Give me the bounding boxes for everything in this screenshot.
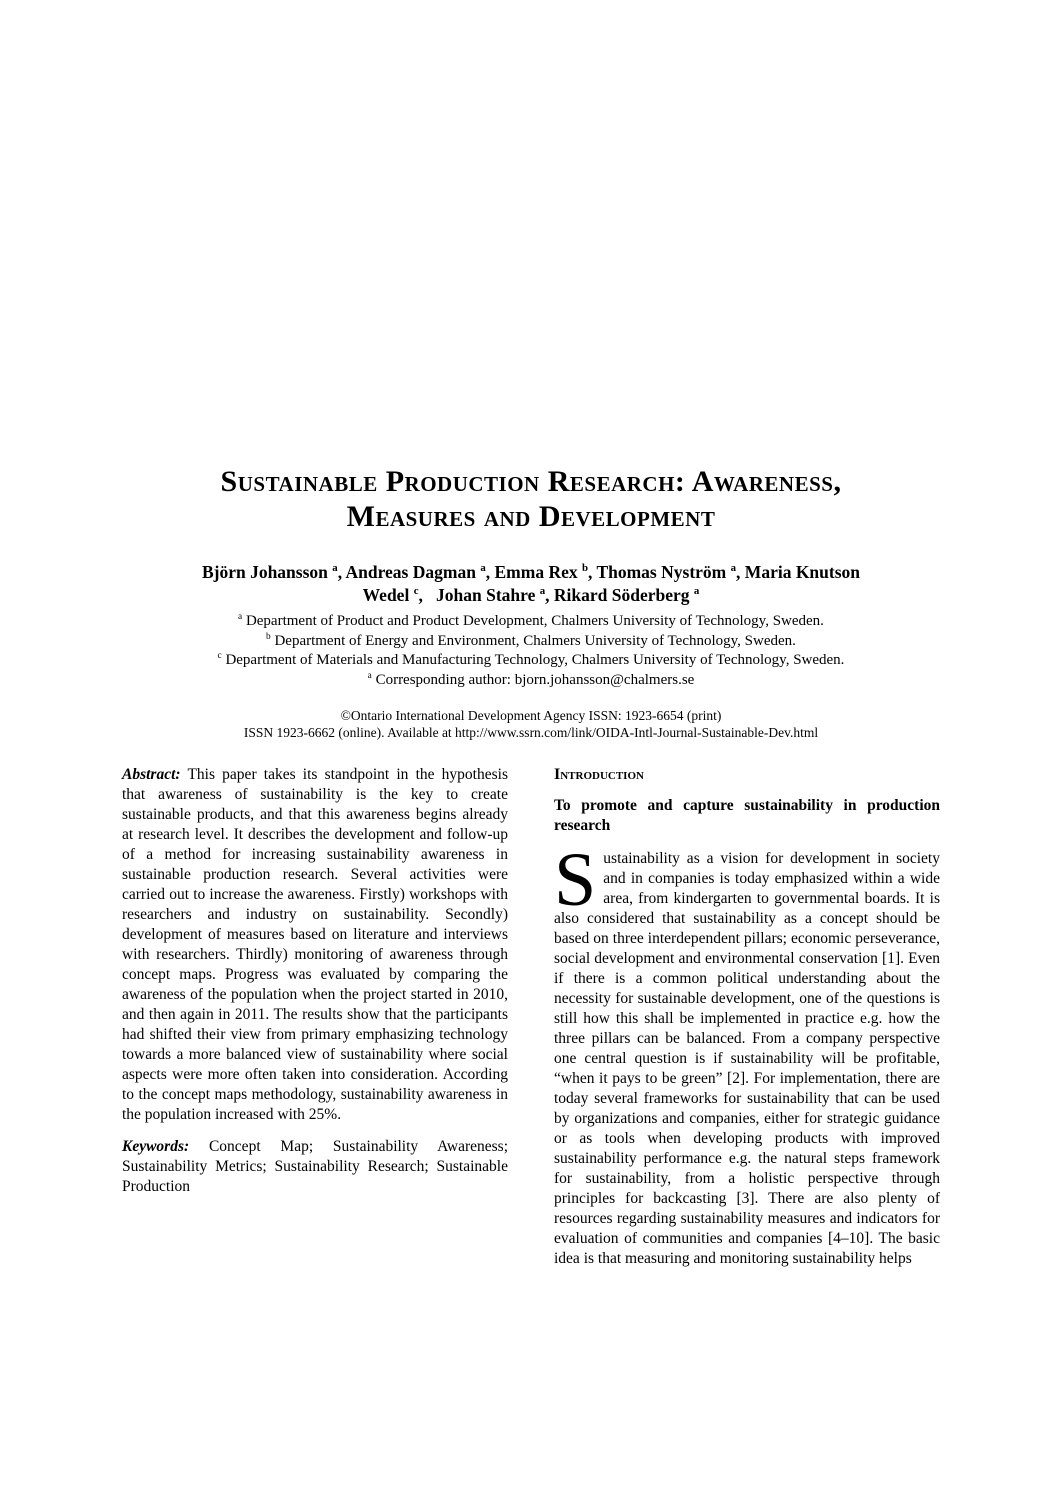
imprint-line-2: ISSN 1923-6662 (online). Available at http://www.ssrn.com/link/OIDA-Intl-Journal-Sustainable-Dev.html bbox=[243, 725, 819, 740]
imprint-line-1: ©Ontario International Development Agency ISSN: 1923-6654 (print) bbox=[340, 708, 722, 723]
affiliation-c: $^c$ Department of Materials and Manufacturing Technology, Chalmers University of Technology, Sweden. bbox=[217, 651, 845, 668]
left-column bbox=[122, 765, 508, 1281]
paper-title-line2: Measures and Development bbox=[346, 500, 716, 533]
affiliation-a: $^a$ Department of Product and Product Development, Chalmers University of Technology, Sweden. bbox=[238, 612, 824, 629]
abstract-paragraph bbox=[122, 765, 508, 1125]
intro-text: ustainability as a vision for development in society and in companies is today emphasized within a wide area, from kindergarten to governmental boards. It is also considered that sustainability as a concept should be based on three interdependent pillars; economic perseverance, social development and environmental conservation [1]. Even if there is a common political understanding about the necessity for sustainable development, one of the questions is still how this shall be implemented in practice e.g. how the three pillars can be balanced. From a company perspective one central question is if sustainability will be profitable, “when it pays to be green” [2]. For implementation, there are today several frameworks for sustainability that can be used by organizations and companies, either for strategic guidance or as tools when developing products with improved sustainability performance e.g. the natural steps framework for sustainability, from a holistic perspective through principles for backcasting [3]. There are also plenty of resources regarding sustainability measures and indicators for evaluation of communities and companies [4–10]. The basic idea is that measuring and monitoring sustainability helps bbox=[554, 850, 940, 1267]
keywords-paragraph bbox=[122, 1137, 508, 1197]
two-column-body bbox=[122, 765, 940, 1281]
author-list bbox=[122, 561, 940, 607]
affiliations bbox=[122, 612, 940, 690]
right-column bbox=[554, 765, 940, 1281]
abstract-text: This paper takes its standpoint in the hypothesis that awareness of sustainability is the key to create sustainable products, and that this awareness begins already at research level. It describes the development and follow-up of a method for increasing sustainability awareness in sustainable production research. Several activities were carried out to increase the awareness. Firstly) workshops with researchers and industry on sustainability. Secondly) development of measures based on literature and interviews with researchers. Thirdly) monitoring of awareness through concept maps. Progress was evaluated by comparing the awareness of the population when the project started in 2010, and then again in 2011. The results show that the participants had shifted their view from primary emphasizing technology towards a more balanced view of sustainability where social aspects were more often taken into consideration. According to the concept maps methodology, sustainability awareness in the population increased with 25%. bbox=[122, 766, 508, 1123]
intro-subheading: To promote and capture sustainability in production research bbox=[554, 797, 940, 834]
keywords-text: Concept Map; Sustainability Awareness; Sustainability Metrics; Sustainability Research; Sustainable Production bbox=[122, 1138, 508, 1195]
corresponding-author-line: $^a$ Corresponding author: bjorn.johansson@chalmers.se bbox=[367, 670, 695, 688]
authors-line-1: Björn Johansson $^a$, Andreas Dagman $^a$, Emma Rex $^b$, Thomas Nyström $^a$, Maria Knutson bbox=[201, 562, 861, 582]
affiliation-b: $^b$ Department of Energy and Environment, Chalmers University of Technology, Sweden. bbox=[266, 631, 796, 649]
section-heading-introduction: Introduction bbox=[554, 766, 644, 783]
journal-imprint bbox=[122, 707, 940, 741]
keywords-label: Keywords: bbox=[122, 1138, 190, 1155]
drop-cap: S bbox=[554, 838, 597, 922]
abstract-label: Abstract: bbox=[122, 766, 181, 783]
paper-title bbox=[122, 464, 940, 534]
paper-title-line1: Sustainable Production Research: Awareness, bbox=[220, 465, 842, 498]
intro-paragraph bbox=[554, 838, 940, 1269]
authors-line-2: Wedel $^c$, Johan Stahre $^a$, Rikard Söderberg $^a$ bbox=[362, 585, 700, 605]
